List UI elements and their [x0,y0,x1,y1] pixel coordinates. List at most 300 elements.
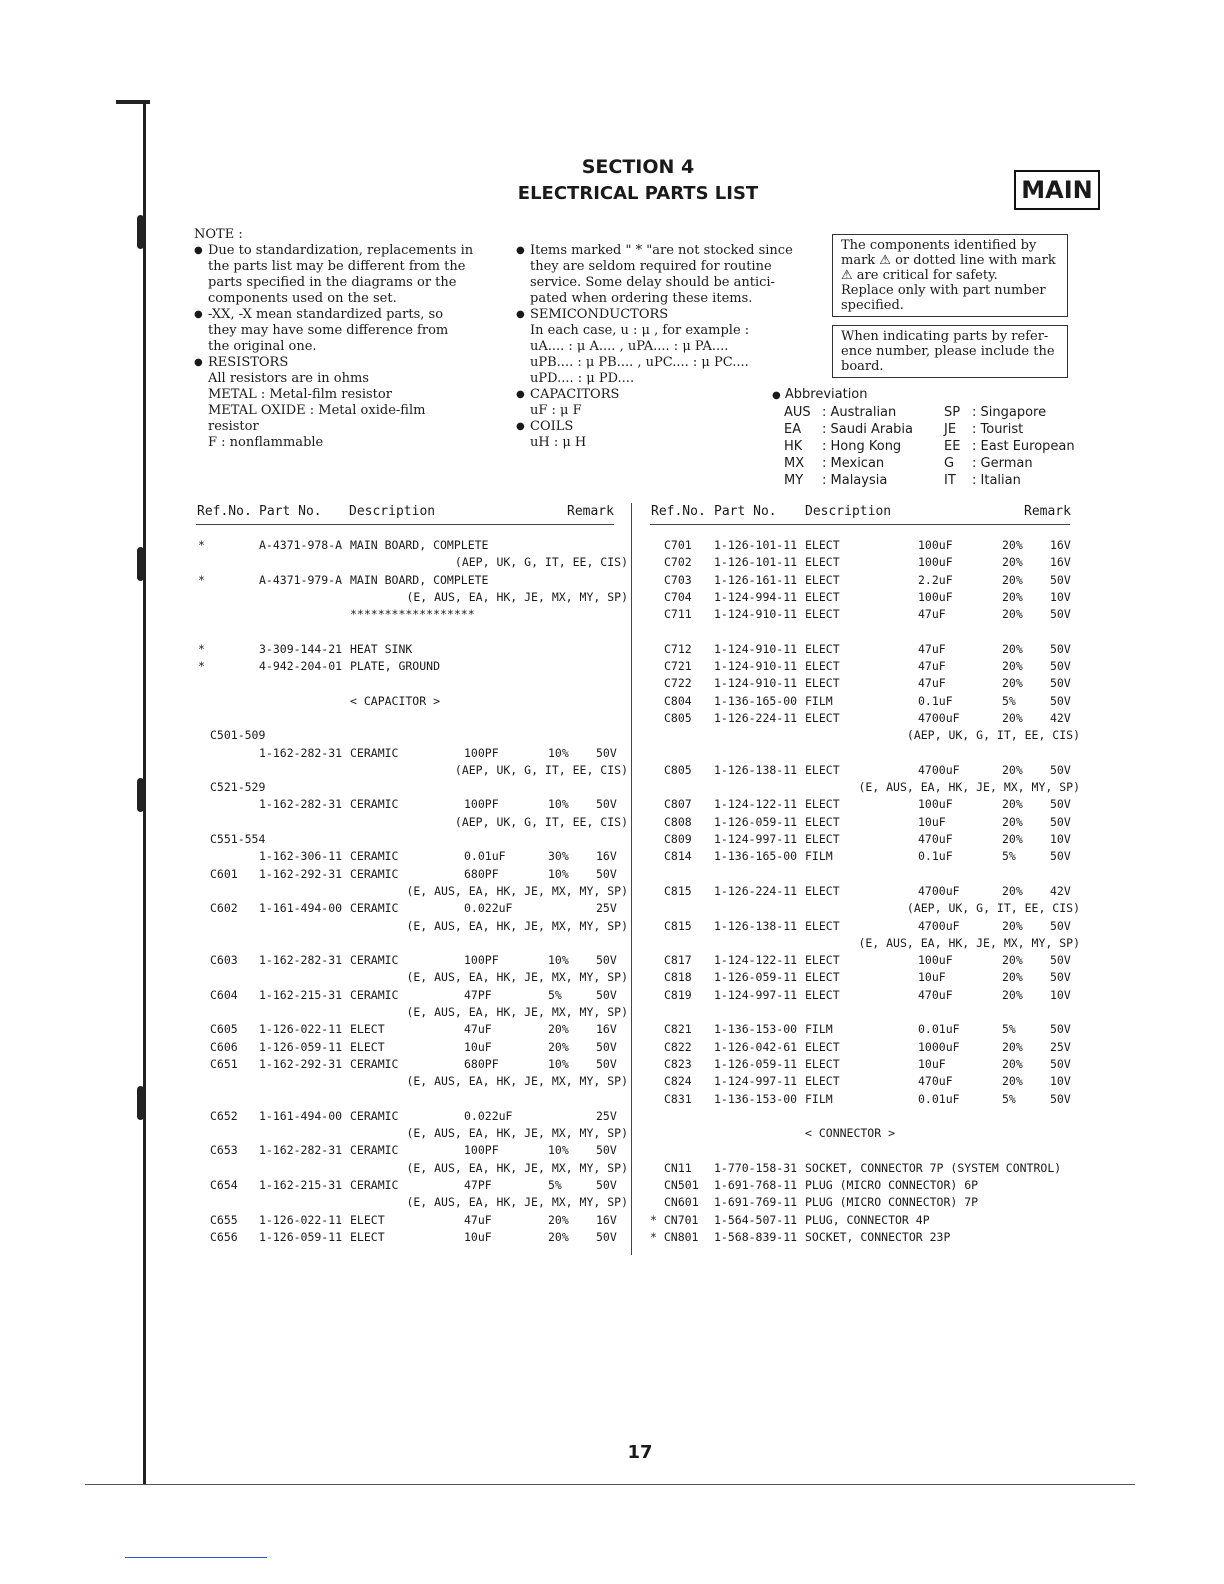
cell-r: (E, AUS, EA, HK, JE, MX, MY, SP) [406,1195,628,1210]
table-row [196,779,628,796]
cell-t: 5% [1002,1091,1016,1106]
cell-desc: ELECT [805,572,840,587]
cell-ref: C805 [664,710,692,725]
cell-desc: CERAMIC [350,745,399,760]
cell-r: (AEP, UK, G, IT, EE, CIS) [454,814,628,829]
cell-t: 20% [1002,953,1023,968]
cell-w: 50V [1050,607,1071,622]
cell-v: 10uF [918,814,946,829]
cell-desc: ELECT [805,814,840,829]
header-remark-right: Remark [1024,504,1071,519]
cell-t: 20% [1002,762,1023,777]
cell-ref: C521-529 [210,780,266,795]
table-row [196,554,628,571]
cell-r: (AEP, UK, G, IT, EE, CIS) [454,555,628,570]
cell-t: 20% [548,1022,569,1037]
cell-v: 680PF [464,1056,499,1071]
cell-t: 20% [548,1039,569,1054]
table-row [196,1039,628,1056]
cell-r: (E, AUS, EA, HK, JE, MX, MY, SP) [406,883,628,898]
abbreviation-cell: IT [944,473,956,488]
safety-notice-box [832,234,1068,317]
abbreviation-title: Abbreviation [784,387,868,402]
note-line: they may have some difference from [208,323,449,338]
cell-ref: * [198,641,205,656]
cell-w: 50V [596,866,617,881]
punch-mark [137,547,144,581]
cell-ref: C656 [210,1229,238,1244]
cell-w: 50V [596,987,617,1002]
cell-part: 1-126-059-11 [714,814,798,829]
cell-desc: ELECT [805,953,840,968]
cell-part: 1-162-215-31 [259,1177,343,1192]
cell-desc: PLATE, GROUND [350,659,441,674]
cell-w: 50V [596,953,617,968]
cell-part: 1-126-101-11 [714,555,798,570]
note-line: they are seldom required for routine [530,259,772,274]
cell-t: 20% [1002,797,1023,812]
cell-w: 42V [1050,883,1071,898]
table-row [196,1021,628,1038]
cell-ref: C808 [664,814,692,829]
cell-v: 0.1uF [918,849,953,864]
cell-ref: C805 [664,762,692,777]
cell-ref: C501-509 [210,728,266,743]
cell-ref: C711 [664,607,692,622]
note-line: In each case, u : μ , for example : [530,323,750,338]
table-row [196,952,628,969]
cell-v: 0.01uF [918,1022,960,1037]
table-row [196,745,628,762]
cell-desc: ELECT [805,659,840,674]
cell-part: 1-126-059-11 [259,1229,343,1244]
note-line: uA.... : μ A.... , uPA.... : μ PA.... [530,339,729,354]
header-ref-left: Ref.No. [197,504,252,519]
table-row [650,987,1080,1004]
cell-desc: FILM [805,693,833,708]
table-row [650,675,1080,692]
table-row [196,675,628,692]
cell-t: 5% [548,987,562,1002]
cell-w: 42V [1050,710,1071,725]
cell-desc: CERAMIC [350,953,399,968]
cell-w: 50V [1050,1022,1071,1037]
cell-w: 50V [1050,762,1071,777]
cell-part: 1-162-282-31 [259,1143,343,1158]
cell-ref: C822 [664,1039,692,1054]
cell-r: (E, AUS, EA, HK, JE, MX, MY, SP) [406,918,628,933]
abbreviation-cell: HK [784,439,803,454]
header-part-right: Part No. [714,504,777,519]
cell-desc: ELECT [805,641,840,656]
cell-part: A-4371-979-A [259,572,343,587]
abbreviation-row [784,404,1086,421]
notice-line: ⚠ are critical for safety. [841,268,998,283]
note-line: All resistors are in ohms [208,371,369,386]
abbreviation-cell: EA [784,422,802,437]
header-rule-right [650,524,1070,525]
cell-desc: CERAMIC [350,797,399,812]
section-heading: SECTION 4 [581,156,695,178]
cell-r: (E, AUS, EA, HK, JE, MX, MY, SP) [406,1074,628,1089]
cell-ref: C606 [210,1039,238,1054]
table-row [196,866,628,883]
table-row [650,1021,1080,1038]
cell-w: 50V [1050,693,1071,708]
cell-w: 10V [1050,987,1071,1002]
cell-v: 100uF [918,797,953,812]
cell-desc: ELECT [805,832,840,847]
cell-ref: C831 [664,1091,692,1106]
table-row [196,900,628,917]
cell-part: 1-126-161-11 [714,572,798,587]
cell-t: 20% [1002,814,1023,829]
note-line: NOTE : [194,227,243,242]
cell-r: (E, AUS, EA, HK, JE, MX, MY, SP) [406,589,628,604]
cell-t: 30% [548,849,569,864]
punch-mark [137,215,144,249]
cell-v: 4700uF [918,710,960,725]
cell-w: 50V [1050,814,1071,829]
cell-t: 20% [1002,883,1023,898]
table-row [196,641,628,658]
table-row [650,883,1080,900]
cell-desc: ****************** [350,607,475,622]
cell-w: 16V [596,1212,617,1227]
table-row [650,589,1080,606]
cell-part: 1-162-292-31 [259,866,343,881]
cell-ref: CN11 [664,1160,692,1175]
cell-desc: ELECT [805,987,840,1002]
note-line: pated when ordering these items. [530,291,753,306]
cell-t: 20% [1002,1074,1023,1089]
cell-ref: C824 [664,1074,692,1089]
cell-v: 0.1uF [918,693,953,708]
table-row [650,779,1080,796]
table-row [650,952,1080,969]
note-line: METAL : Metal-film resistor [208,387,392,402]
abbreviation-cell: : Malaysia [822,473,888,488]
note-line: uPB.... : μ PB.... , uPC.... : μ PC.... [530,355,749,370]
cell-w: 50V [1050,797,1071,812]
cell-ref: C604 [210,987,238,1002]
left-parts-table [196,537,628,1246]
cell-ref: C815 [664,883,692,898]
cell-ref: C821 [664,1022,692,1037]
cell-desc: FILM [805,1022,833,1037]
cell-part: 1-126-224-11 [714,710,798,725]
table-row [196,1091,628,1108]
cell-ref: C807 [664,797,692,812]
cell-desc: PLUG (MICRO CONNECTOR) 7P [805,1195,979,1210]
cell-t: 5% [1002,1022,1016,1037]
cell-part: 1-126-224-11 [714,883,798,898]
note-line: ● COILS [516,419,796,435]
note-line: uF : μ F [530,403,582,418]
cell-part: 1-770-158-31 [714,1160,798,1175]
cell-t: 20% [1002,970,1023,985]
table-row [650,727,1080,744]
table-row [650,710,1080,727]
table-row [650,1160,1080,1177]
cell-desc: ELECT [805,797,840,812]
cell-v: 10uF [464,1229,492,1244]
cell-v: 0.01uF [918,1091,960,1106]
cell-part: 1-126-059-11 [714,970,798,985]
cell-t: 10% [548,1143,569,1158]
cell-t: 5% [1002,849,1016,864]
cell-desc: FILM [805,1091,833,1106]
header-remark-left: Remark [567,504,614,519]
note-line: ● CAPACITORS [516,387,796,403]
cell-desc: < CONNECTOR > [805,1126,896,1141]
cell-v: 10uF [918,970,946,985]
cell-ref: C819 [664,987,692,1002]
table-row [650,848,1080,865]
cell-part: 1-162-282-31 [259,745,343,760]
cell-part: 1-162-282-31 [259,953,343,968]
note-line: ● Due to standardization, replacements in [194,243,474,259]
cell-t: 20% [1002,572,1023,587]
table-row [650,1056,1080,1073]
cell-desc: ELECT [805,970,840,985]
cell-part: 1-126-138-11 [714,918,798,933]
table-row [196,1073,628,1090]
abbreviation-cell: : Saudi Arabia [822,422,913,437]
cell-w: 50V [596,1039,617,1054]
cell-ref: C721 [664,659,692,674]
cell-ref: C651 [210,1056,238,1071]
cell-part: 1-124-997-11 [714,1074,798,1089]
cell-v: 47uF [918,607,946,622]
cell-part: 1-124-910-11 [714,607,798,622]
binding-tick [116,100,150,104]
cell-part: 1-136-165-00 [714,693,798,708]
cell-desc: CERAMIC [350,901,399,916]
cell-v: 1000uF [918,1039,960,1054]
cell-ref: C817 [664,953,692,968]
table-row [650,623,1080,640]
cell-t: 10% [548,1056,569,1071]
table-row [650,1194,1080,1211]
notice-line: board. [841,359,884,374]
cell-w: 50V [1050,641,1071,656]
cell-desc: ELECT [805,1074,840,1089]
table-row [196,572,628,589]
cell-v: 47PF [464,1177,492,1192]
cell-desc: CERAMIC [350,1177,399,1192]
cell-ref: C823 [664,1056,692,1071]
cell-v: 47uF [464,1212,492,1227]
notice-line: The components identified by [841,238,1037,253]
cell-r: (AEP, UK, G, IT, EE, CIS) [906,901,1080,916]
table-row [196,589,628,606]
cell-ref: C804 [664,693,692,708]
cell-w: 10V [1050,832,1071,847]
cell-ref: * [198,659,205,674]
notice-line: mark ⚠ or dotted line with mark [841,253,1056,268]
cell-ref: CN601 [664,1195,699,1210]
cell-v: 4700uF [918,762,960,777]
note-line: ● Items marked " * "are not stocked since [516,243,796,259]
note-line: ● SEMICONDUCTORS [516,307,796,323]
punch-mark [137,1086,144,1120]
table-row [196,1108,628,1125]
table-row [650,658,1080,675]
header-part-left: Part No. [259,504,322,519]
table-row [650,1039,1080,1056]
cell-w: 10V [1050,589,1071,604]
abbreviation-cell: : Mexican [822,456,885,471]
cell-r: (E, AUS, EA, HK, JE, MX, MY, SP) [406,1160,628,1175]
abbreviation-cell: G [944,456,955,471]
abbreviation-cell: : Hong Kong [822,439,902,454]
table-row [650,1091,1080,1108]
cell-v: 680PF [464,866,499,881]
table-row [650,1073,1080,1090]
abbreviation-cell: : Australian [822,405,897,420]
notice-line: ence number, please include the [841,344,1055,359]
cell-v: 100PF [464,953,499,968]
table-row [650,796,1080,813]
cell-r: (E, AUS, EA, HK, JE, MX, MY, SP) [406,1005,628,1020]
notice-line: specified. [841,298,904,313]
cell-r: (E, AUS, EA, HK, JE, MX, MY, SP) [406,970,628,985]
cell-part: 1-162-292-31 [259,1056,343,1071]
bottom-rule [85,1484,1135,1485]
abbreviation-cell: EE [944,439,961,454]
cell-desc: ELECT [805,883,840,898]
table-row [650,1229,1080,1246]
cell-ref: * CN701 [650,1212,699,1227]
cell-r: (AEP, UK, G, IT, EE, CIS) [906,728,1080,743]
abbreviation-row [784,455,1086,472]
abbreviation-cell: : East European [972,439,1075,454]
abbreviation-row [784,421,1086,438]
cell-desc: FILM [805,849,833,864]
note-line: METAL OXIDE : Metal oxide-film resistor [208,403,426,434]
notice-line: When indicating parts by refer- [841,329,1049,344]
cell-ref: * CN801 [650,1229,699,1244]
cell-ref: C814 [664,849,692,864]
cell-t: 20% [1002,538,1023,552]
cell-t: 20% [1002,987,1023,1002]
cell-w: 50V [1050,1091,1071,1106]
abbreviation-cell: SP [944,405,961,420]
cell-desc: MAIN BOARD, COMPLETE [350,572,489,587]
cell-part: 1-161-494-00 [259,1108,343,1123]
cell-w: 50V [1050,953,1071,968]
note-line: the parts list may be different from the [208,259,466,274]
cell-v: 0.022uF [464,1108,513,1123]
cell-desc: CERAMIC [350,849,399,864]
cell-v: 47uF [918,641,946,656]
note-line: service. Some delay should be antici- [530,275,775,290]
cell-v: 10uF [464,1039,492,1054]
abbreviation-cell: MX [784,456,805,471]
cell-part: 1-126-022-11 [259,1212,343,1227]
cell-w: 25V [596,901,617,916]
abbreviation-table [784,404,1086,489]
header-desc-right: Description [805,504,892,519]
table-row [196,1194,628,1211]
main-badge: MAIN [1014,170,1100,210]
abbreviation-cell: : German [972,456,1033,471]
table-row [650,900,1080,917]
table-row [196,623,628,640]
cell-desc: ELECT [805,676,840,691]
cell-part: 1-124-994-11 [714,589,798,604]
abbreviation-cell: JE [944,422,957,437]
abbreviation-block: ● Abbreviation AUS : Australian SP : Singapore EA : Saudi Arabia JE : Tourist HK : Hong Kong EE : East European MX : Mexican G : German MY : Malaysia IT : Italian [772,386,1086,489]
cell-t: 20% [1002,607,1023,622]
note-column-1 [194,227,474,451]
cell-ref: C818 [664,970,692,985]
table-row [650,1108,1080,1125]
cell-v: 100PF [464,745,499,760]
cell-ref: C809 [664,832,692,847]
table-row [196,762,628,779]
abbreviation-cell: : Tourist [972,422,1024,437]
cell-part: 1-564-507-11 [714,1212,798,1227]
cell-t: 10% [548,797,569,812]
cell-desc: ELECT [805,555,840,570]
abbreviation-cell: : Singapore [972,405,1047,420]
table-row [196,883,628,900]
cell-w: 50V [1050,676,1071,691]
cell-v: 10uF [918,1056,946,1071]
table-row [650,969,1080,986]
cell-t: 20% [1002,1056,1023,1071]
header-rule-left [196,524,614,525]
cell-part: 1-691-768-11 [714,1177,798,1192]
cell-w: 16V [596,849,617,864]
cell-ref: CN501 [664,1177,699,1192]
cell-w: 25V [1050,1039,1071,1054]
cell-r: (AEP, UK, G, IT, EE, CIS) [454,762,628,777]
table-row [196,935,628,952]
cell-v: 100uF [918,555,953,570]
abbreviation-row [784,438,1086,455]
cell-part: 1-124-997-11 [714,832,798,847]
cell-ref: C712 [664,641,692,656]
cell-desc: ELECT [805,1056,840,1071]
cell-desc: ELECT [350,1039,385,1054]
table-row [650,831,1080,848]
cell-ref: C551-554 [210,832,266,847]
cell-t: 5% [548,1177,562,1192]
table-row [196,987,628,1004]
cell-desc: ELECT [805,1039,840,1054]
cell-ref: C703 [664,572,692,587]
page-number: 17 [627,1442,653,1463]
cell-desc: CERAMIC [350,1056,399,1071]
table-row [196,606,628,623]
table-row [650,554,1080,571]
cell-w: 50V [596,1177,617,1192]
cell-part: 3-309-144-21 [259,641,343,656]
cell-t: 10% [548,953,569,968]
cell-ref: C704 [664,589,692,604]
cell-part: 1-568-839-11 [714,1229,798,1244]
cell-ref: C653 [210,1143,238,1158]
cell-desc: ELECT [805,710,840,725]
cell-part: 1-124-910-11 [714,659,798,674]
cell-v: 470uF [918,987,953,1002]
cell-t: 10% [548,745,569,760]
corner-rule [125,1557,267,1558]
cell-v: 100PF [464,1143,499,1158]
